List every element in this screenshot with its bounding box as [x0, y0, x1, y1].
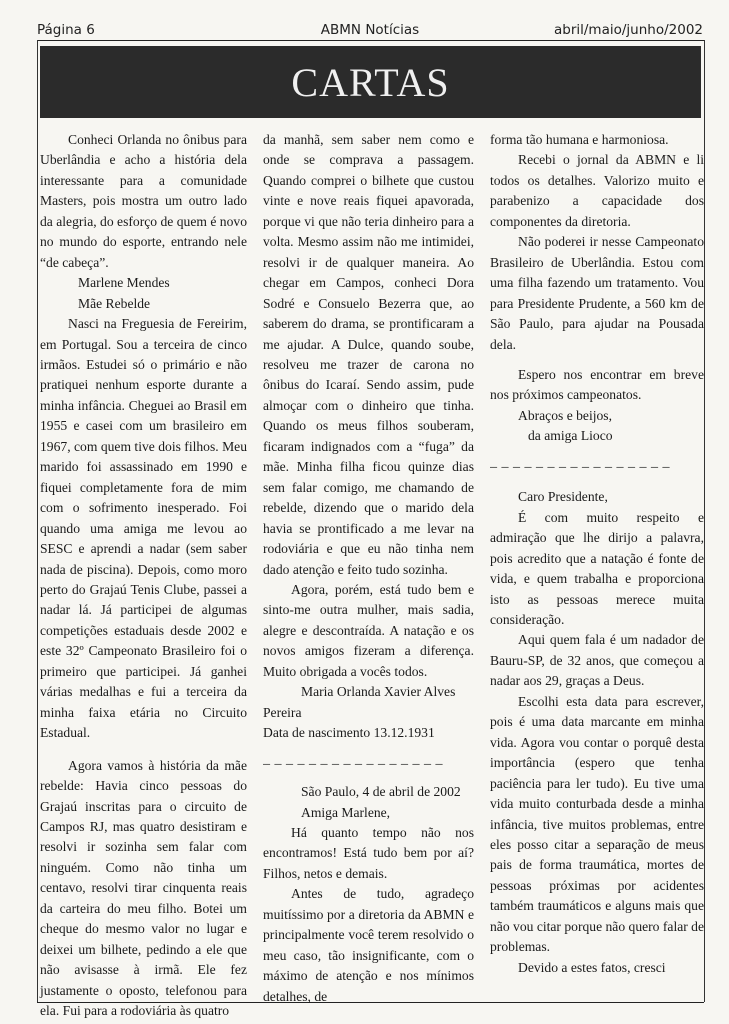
- right-border: [704, 40, 705, 1002]
- paragraph: Devido a estes fatos, cresci: [518, 959, 666, 975]
- column-2: [263, 130, 474, 1007]
- column-1: [40, 130, 247, 1021]
- dashed-separator: _ _ _ _ _ _ _ _ _ _ _ _ _ _ _ _: [263, 751, 443, 767]
- left-border: [37, 40, 38, 1002]
- header-rule: [37, 40, 704, 41]
- paragraph: Escolhi esta data para escrever, pois é uma data marcante em minha vida. Agora vou contar o porquê desta importância (espero que tenha paciência para ler tudo). Eu tive uma vida muito conturbada desde a minha infância, tive muitos problemas, entre eles posso citar a separação de meus pais de forma traumática, mortes de pessoas próximas por acidentes também traumáticos e alguns mais que não vou citar porque não quero falar de problemas.: [490, 693, 705, 955]
- paragraph: Recebi o jornal da ABMN e li todos os detalhes. Valorizo muito e parabenizo a capacidade dos componentes da diretoria.: [490, 152, 704, 229]
- section-banner: [40, 46, 701, 118]
- paragraph: Nasci na Freguesia de Fereirim, em Portugal. Sou a terceira de cinco irmãos. Estudei só o primário e não pratiquei nenhum esporte durante a minha infância. Cheguei ao Brasil em 1955 e casei com um brasileiro em 1967, com quem tive dois filhos. Meu marido foi assassinado em 1990 e fiquei completamente fora de mim com o sofrimento inesperado. Foi quando uma amiga me levou ao SESC e aprendi a nadar (sem saber nada de piscina). Depois, como moro perto do Grajaú Tenis Clube, passei a nadar lá. Já participei de algumas competições estaduais desde 2002 e este 32º Campeonato Brasileiro foi o primeiro que participei. Já ganhei várias medalhas e fui a terceira da minha faixa etária no Circuito Estadual.: [40, 316, 247, 741]
- paragraph: Antes de tudo, agradeço muitíssimo por a diretoria da ABMN e principalmente você terem resolvido o meu caso, tão insignificante, com o máximo de atenção e nos mínimos detalhes, de: [263, 886, 474, 1004]
- paragraph: Conheci Orlanda no ônibus para Uberlândia e acho a história dela interessante para a comunidade Masters, pois mostra um outro lado da alegria, do esforço de quem é novo no mundo do esporte, entrando nele “de cabeça”.: [40, 132, 247, 270]
- paragraph: Agora, porém, está tudo bem e sinto-me outra mulher, mais sadia, alegre e descontraída. A natação e os novos amigos fizeram a diferença. Muito obrigada a vocês todos.: [263, 581, 474, 679]
- signature-line: Abraços e beijos,: [518, 407, 612, 423]
- paragraph: Agora vamos à história da mãe rebelde: Havia cinco pessoas do Grajaú inscritas para o circuito de Campos RJ, mas quatro desistiram e resolvi ir sozinha sem falar com ninguém. Como não tinha um centavo, resolvi tirar cinquenta reais da carteira do meu filho. Botei um cheque do mesmo valor no lugar e deixei um bilhete, pedindo a ele que não avisasse à irmã. Ele fez justamente o oposto, telefonou para ela. Fui para a rodoviária às quatro: [40, 757, 247, 1019]
- paragraph: Não poderei ir nesse Campeonato Brasileiro de Uberlândia. Estou com uma filha fazendo um tratamento. Vou para Presidente Prudente, a 560 km de São Paulo, para ajudar na Pousada dela.: [490, 234, 704, 352]
- paragraph: da manhã, sem saber nem como e onde se comprava a passagem. Quando comprei o bilhete que custou vinte e nove reais fiquei apavorada, porque vi que não teria dinheiro para a volta. Mesmo assim não me intimidei, resolvi ir de qualquer maneira. Ao chegar em Campos, conheci Dora Sodré e Consuelo Bezerra que, ao saberem do drama, se prontificaram a me ajudar. A Dulce, quando soube, resolveu me trazer de carona no ônibus do Icaraí. Sendo assim, pude almoçar com o dinheiro que tinha. Quando os meus filhos souberam, ficaram indignados com a “fuga” da mãe. Minha filha ficou quinze dias sem falar comigo, me chamando de rebelde, dizendo que o marido dela havia se prontificado a me levar na rodoviária e que eu não tinha nem dado atenção e feito tudo sozinha.: [263, 132, 474, 577]
- signature-line: Data de nascimento 13.12.1931: [263, 725, 435, 741]
- paragraph: É com muito respeito e admiração que lhe dirijo a palavra, pois acredito que a natação é fonte de vida, e quem trabalha e proporciona isto as pessoas merece muita consideração.: [490, 509, 704, 627]
- dashed-separator: _ _ _ _ _ _ _ _ _ _ _ _ _ _ _ _: [490, 454, 670, 470]
- publication-name: ABMN Notícias: [320, 22, 420, 38]
- letter-salutation: Caro Presidente,: [518, 489, 608, 505]
- column-3: [490, 130, 704, 978]
- paragraph: Espero nos encontrar em breve nos próximos campeonatos.: [490, 366, 704, 403]
- paragraph: forma tão humana e harmoniosa.: [490, 132, 669, 147]
- signature-line: Pereira: [263, 704, 302, 720]
- signature-line: Mãe Rebelde: [78, 295, 151, 311]
- paragraph: Há quanto tempo não nos encontramos! Está tudo bem por aí? Filhos, netos e demais.: [263, 824, 474, 881]
- page-number: Página 6: [37, 22, 95, 38]
- issue-date: abril/maio/junho/2002: [553, 22, 703, 38]
- letter-date: São Paulo, 4 de abril de 2002: [301, 784, 461, 800]
- section-title: CARTAS: [291, 59, 450, 105]
- signature-line: Maria Orlanda Xavier Alves: [301, 684, 456, 700]
- letter-salutation: Amiga Marlene,: [301, 804, 391, 820]
- paragraph: Aqui quem fala é um nadador de Bauru-SP, de 32 anos, que começou a nadar aos 29, graças a Deus.: [490, 632, 704, 689]
- signature-line: Marlene Mendes: [78, 275, 170, 291]
- page-header: [37, 20, 703, 40]
- signature-line: da amiga Lioco: [528, 428, 613, 444]
